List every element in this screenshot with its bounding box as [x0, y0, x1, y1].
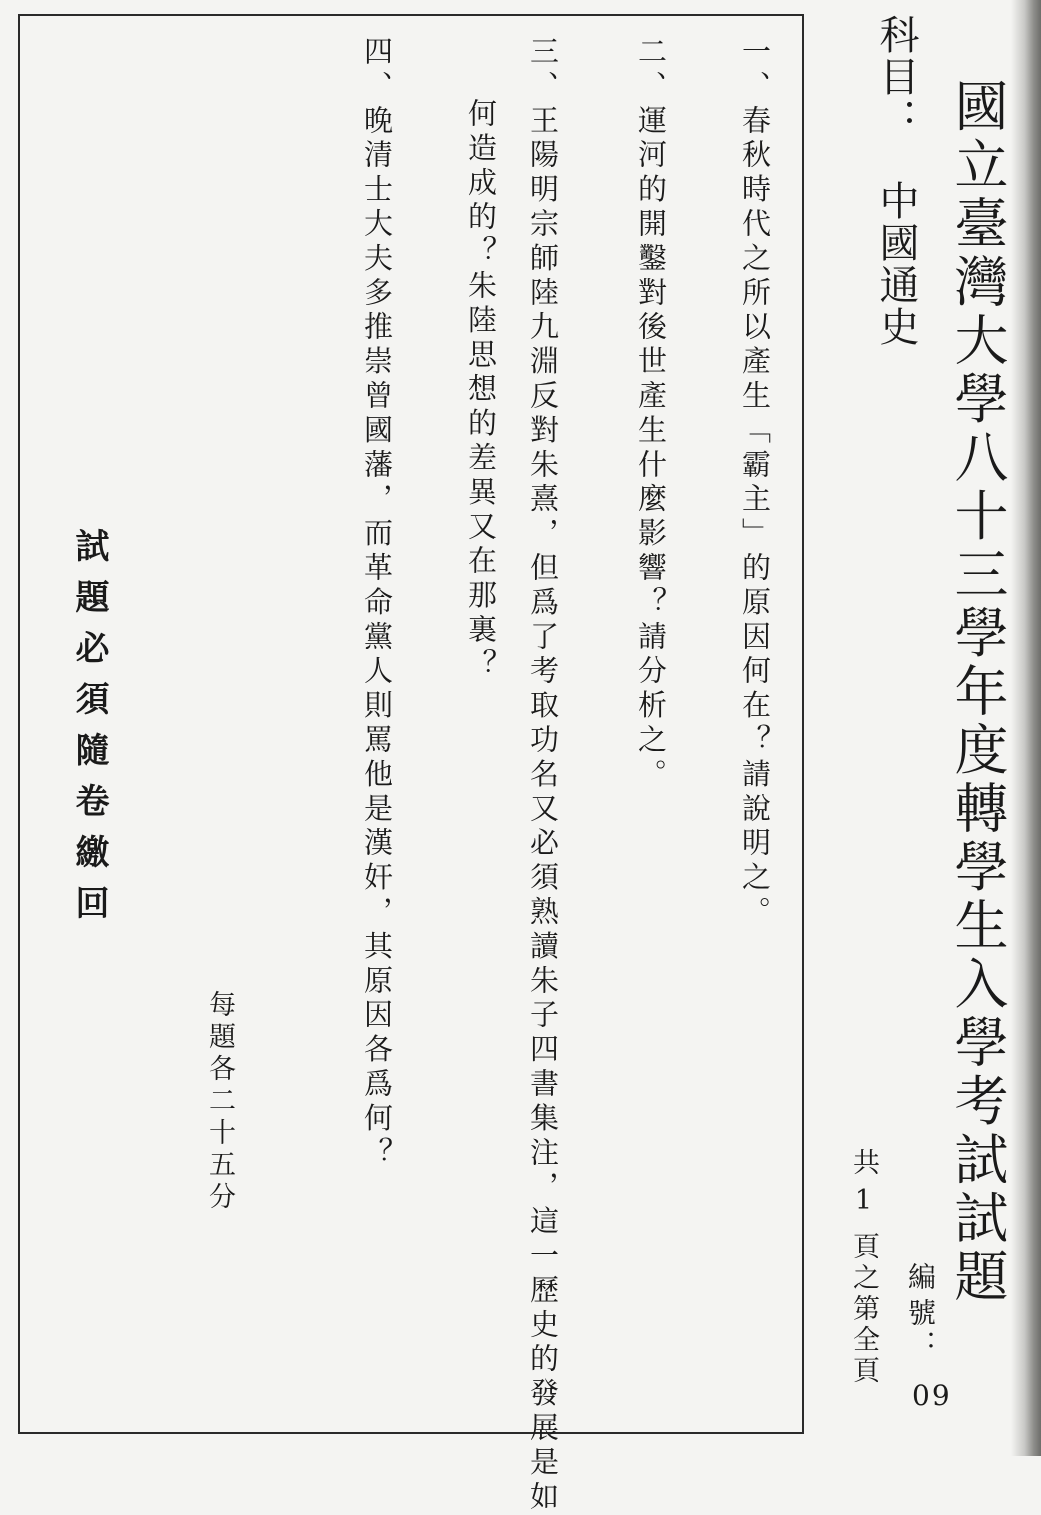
code-value: 09	[912, 1379, 952, 1412]
return-notice: 試題必須隨卷繳回	[69, 528, 109, 936]
subject-line	[873, 14, 919, 348]
question-2: 二、運河的開鑿對後世產生什麼影響？請分析之。	[634, 36, 668, 793]
question-4: 四、晚清士大夫多推崇曾國藩，而革命黨人則罵他是漢奸，其原因各爲何？	[360, 36, 394, 1172]
question-frame	[18, 14, 804, 1434]
question-3-continuation: 何造成的？朱陸思想的差異又在那裏？	[464, 98, 498, 683]
code-colon: ：	[906, 1330, 939, 1358]
page-count-current: 頁之第全頁	[848, 1232, 879, 1387]
exam-title: 國立臺灣大學八十三學年度轉學生入學考試試題	[946, 78, 1009, 1307]
subject-value: 中國通史	[873, 180, 919, 348]
code-label: 編號	[904, 1262, 937, 1334]
page-count-total: 共1	[848, 1148, 879, 1226]
subject-label: 科目：	[873, 14, 919, 140]
question-3: 三、王陽明宗師陸九淵反對朱熹，但爲了考取功名又必須熟讀朱子四書集注，這一歷史的發展是如	[526, 36, 560, 1515]
score-note: 每題各二十五分	[204, 990, 235, 1214]
scan-shadow-edge	[1011, 0, 1041, 1456]
question-1: 一、春秋時代之所以產生「霸主」的原因何在？請說明之。	[738, 36, 772, 931]
